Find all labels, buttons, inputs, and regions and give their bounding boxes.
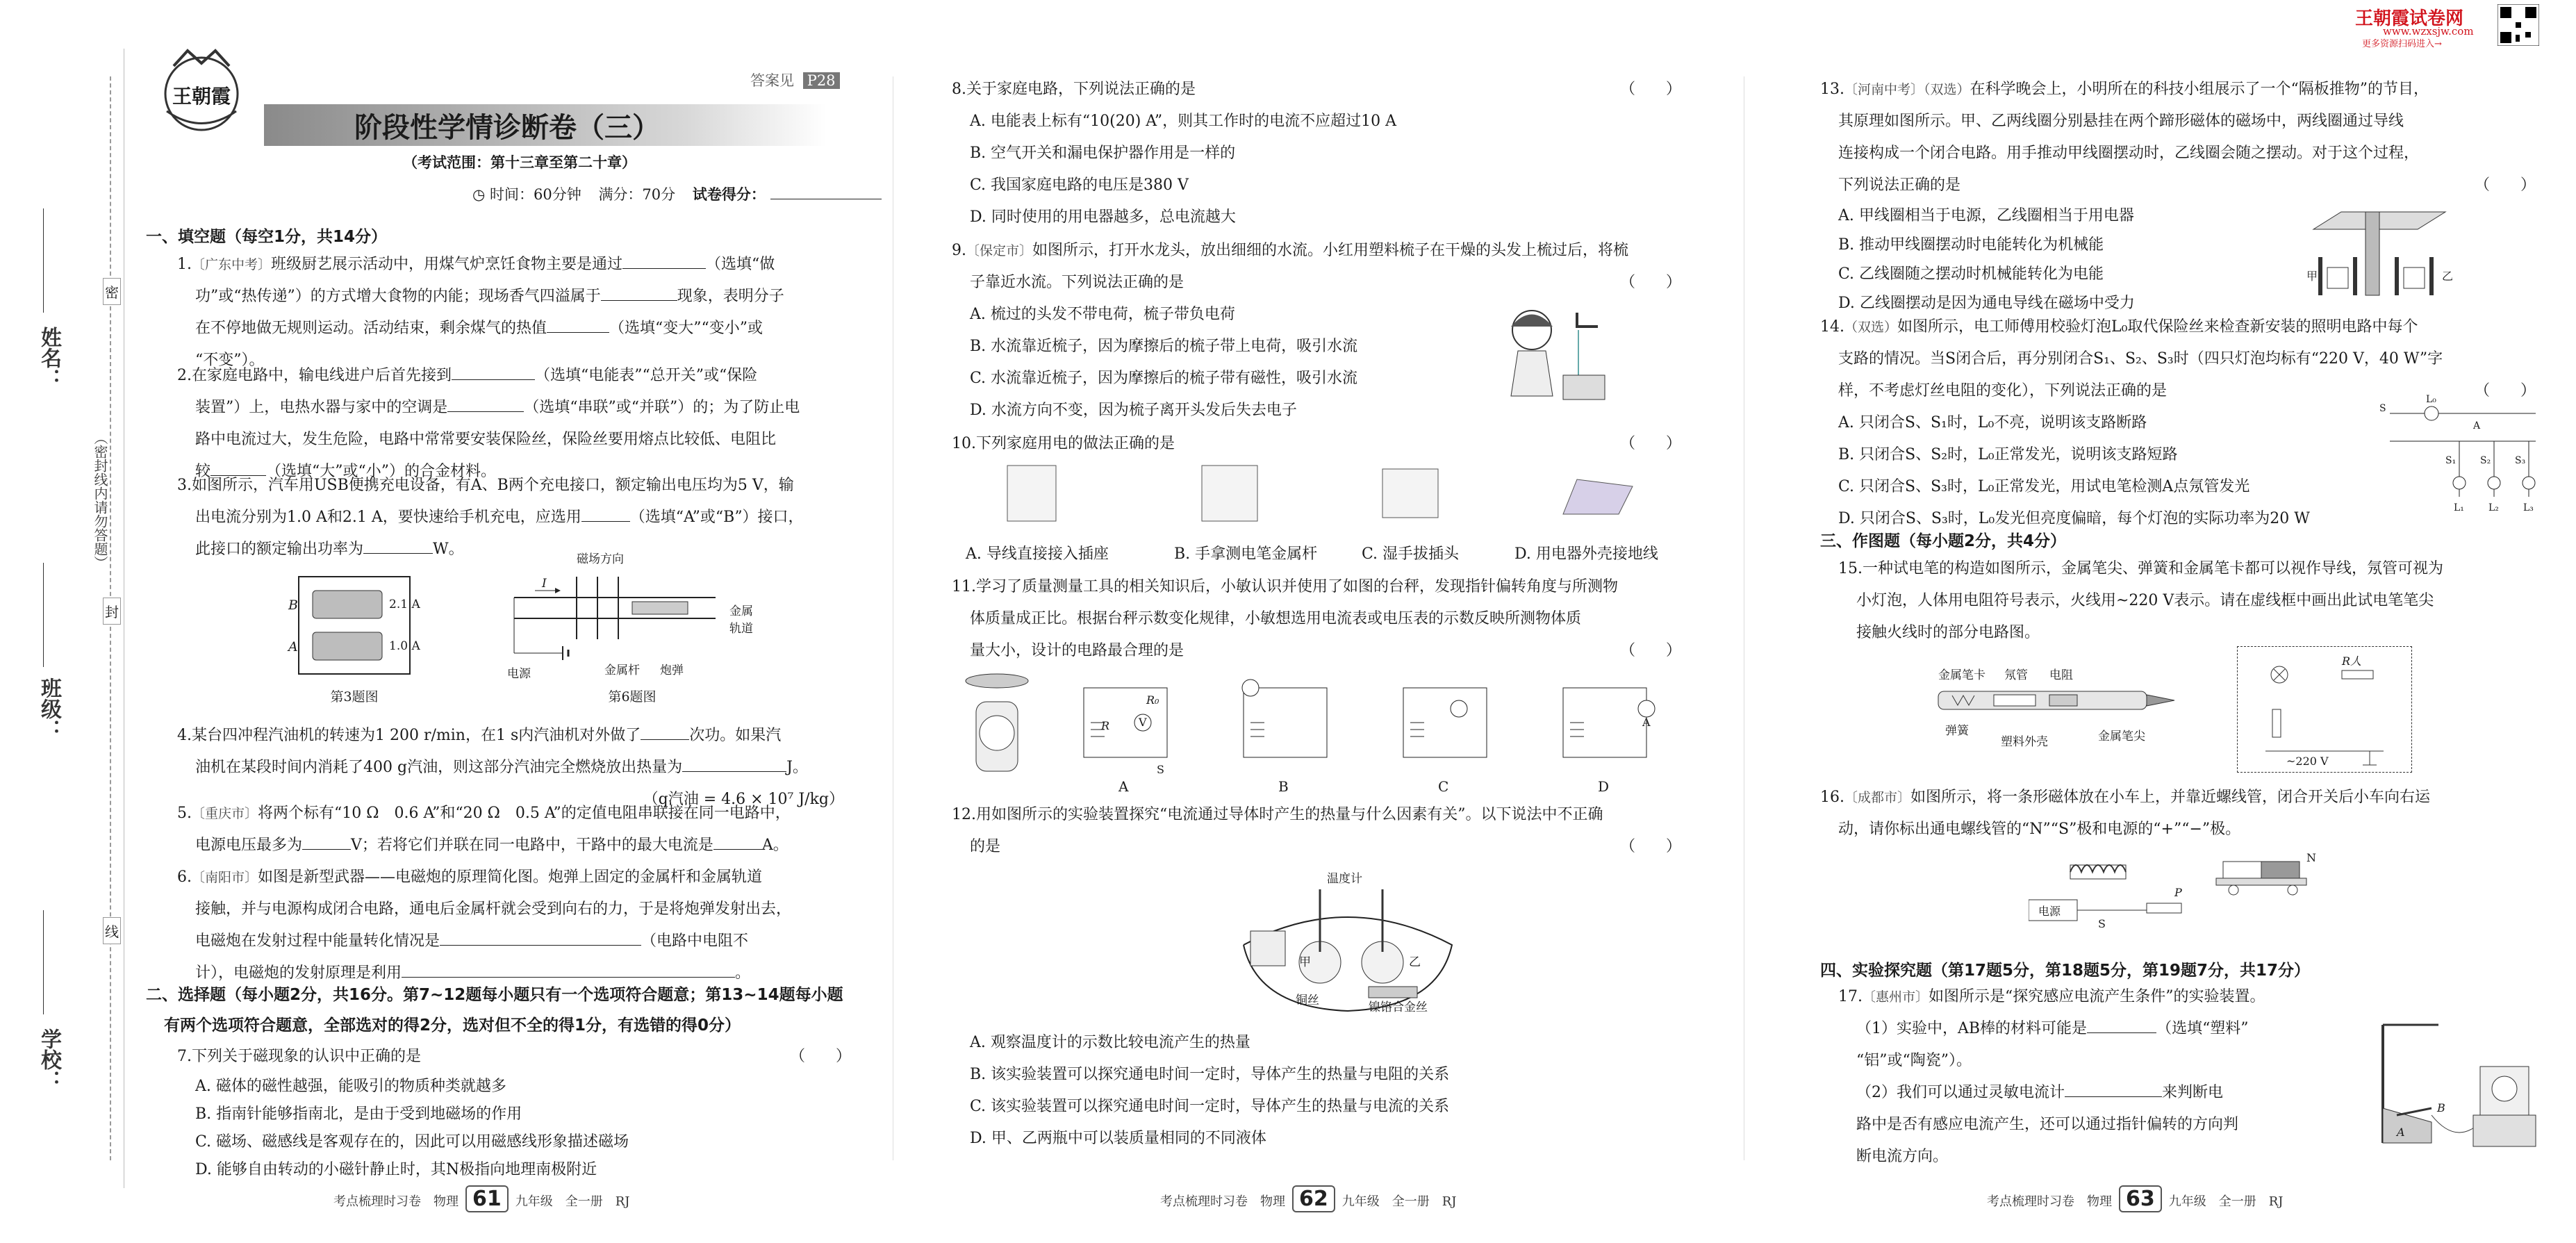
blank[interactable] [682, 755, 786, 772]
figure-3-caption: 第3题图 [330, 689, 379, 705]
seal-char-1: 密 [103, 278, 121, 305]
figure-10-options: A. 导线直接接入插座 B. 手拿测电笔金属杆 C. 湿手拔插头 D. 用电器外壳接地线 [966, 459, 1695, 570]
exam-full: 满分：70分 [598, 186, 676, 203]
site-name: 王朝霞试卷网 [2355, 8, 2464, 29]
blank[interactable] [2065, 1080, 2162, 1097]
footer-62: 考点梳理时习卷 物理 62 九年级 全一册 RJ [1160, 1187, 1457, 1211]
exam-time: 时间：60分钟 [490, 186, 581, 203]
figure-15-answer-box[interactable]: R人 ~220 V [2237, 646, 2412, 773]
blank[interactable] [363, 536, 433, 554]
answer-paren[interactable]: （ ） [2474, 382, 2536, 400]
question-10: 10.下列家庭用电的做法正确的是 （ ） [952, 428, 1695, 460]
logo [153, 38, 257, 135]
school-underline[interactable] [43, 910, 44, 1014]
question-1: 1.〔广东中考〕班级厨艺展示活动中，用煤气炉烹饪食物主要是通过 （选填“做 功”或“热传递”）的方式增大食物的内能；现场香气四溢属于 现象，表明分子 在不停地做无规则运动。活动结束，剩余煤气的热值 （选填“变大”“变小”或 “不变”）。 [177, 249, 858, 377]
blank[interactable] [547, 315, 609, 333]
logo-text: 王朝霞 [172, 85, 231, 108]
answer-paren[interactable]: （ ） [1619, 274, 1681, 291]
exam-meta [472, 182, 882, 204]
question-13: 13.〔河南中考〕（双选）在科学晚会上，小明所在的科技小组展示了一个“隔板推物”的节目， 其原理如图所示。甲、乙两线圈分别悬挂在两个蹄形磁体的磁场中，两线圈通过导线 连接构成一个闭合电路。用手推动甲线圈摆动时，乙线圈会随之摆动。对于这个过程， 下列说法正确的是 （ ） A. 甲线圈相当于电源，乙线圈相当于用电器 B. 推动甲线圈摆动时电能转化为机械能 C. 乙线圈随之摆动时机械能转化为电能 D. 乙线圈摆动是因为通电导线在磁场中受力 [1820, 81, 2536, 312]
figure-15-test-pen: 金属笔卡 氖管 电阻 弹簧 塑料外壳 金属笔尖 [1924, 657, 2188, 747]
footer-63: 考点梳理时习卷 物理 63 九年级 全一册 RJ [1987, 1187, 2284, 1211]
page-62 [952, 0, 1709, 1243]
blank[interactable] [581, 504, 630, 522]
circuit-d [1563, 688, 1655, 757]
question-2: 2.在家庭电路中，输电线进户后首先接到 （选填“电能表”“总开关”或“保险 装置”）上，电热水器与家中的空调是 （选填“串联”或“并联”）的；为了防止电 路中电流过大，发生危险，电路中常常要安装保险丝，保险丝要用熔点比较低、电阻比 较 （选填“大”或“小”）的合金材料。 [177, 360, 858, 488]
question-6: 6.〔南阳市〕如图是新型武器——电磁炮的原理简化图。炮弹上固定的金属杆和金属轨道 接触，并与电源构成闭合电路，通电后金属杆就会受到向右的力，于是将炮弹发射出去， 电磁炮在发射过程中能量转化情况是 （电路中电阻不 计），电磁炮的发射原理是利用 。 [177, 869, 792, 982]
qr-code-icon[interactable] [2497, 4, 2539, 46]
question-4: 4.某台四冲程汽油机的转速为1 200 r/min，在1 s内汽油机对外做了 次功。如果汽 油机在某段时间内消耗了400 g汽油，则这部分汽油完全燃烧放出热量为 J。 （q汽油 = 4.6 × 10⁷ J/kg） [177, 720, 858, 816]
page-number: 63 [2119, 1185, 2162, 1212]
figure-9-girl-faucet [1494, 299, 1612, 403]
question-3: 3.如图所示，汽车用USB便携充电设备，有A、B两个充电接口，额定输出电压均为5 V，输 出电流分别为1.0 A和2.1 A，要快速给手机充电，应选用 （选填“A”或“B”）接口， 此接口的额定输出功率为 W。 [177, 477, 804, 558]
blank[interactable] [447, 395, 524, 412]
figure-12-bottles: 温度计 甲 乙 铜丝 镍铬合金丝 [1230, 862, 1466, 1014]
blank[interactable] [2087, 1016, 2156, 1033]
page-number: 62 [1292, 1185, 1335, 1212]
answer-ref-label: 答案见 [750, 72, 794, 89]
figure-6: 磁场方向 I 金属 轨道 金属杆 炮弹 电源 第6题图 [507, 552, 753, 705]
figure-16-solenoid: 电源 S P N [2029, 851, 2348, 941]
site-url[interactable]: www.wzxsjw.com [2383, 25, 2474, 38]
exam-scope: （考试范围：第十三章至第二十章） [403, 154, 636, 171]
page-number: 61 [465, 1185, 509, 1212]
answer-paren[interactable]: （ ） [1619, 838, 1681, 855]
answer-paren[interactable]: （ ） [1619, 435, 1681, 452]
bind-note: （密封线内请勿答题） [92, 431, 108, 570]
question-16: 16.〔成都市〕如图所示，将一条形磁体放在小车上，并靠近螺线管，闭合开关后小车向右运 动，请你标出通电螺线管的“N”“S”极和电源的“+”“−”极。 [1820, 789, 2431, 838]
score-input[interactable] [770, 182, 882, 199]
question-9: 9.〔保定市〕如图所示，打开水龙头，放出细细的水流。小红用塑料梳子在干燥的头发上梳过后，将梳 子靠近水流。下列说法正确的是 （ ） A. 梳过的头发不带电荷，梳子带负电荷 B. 水流靠近梳子，因为摩擦后的梳子带上电荷，吸引水流 C. 水流靠近梳子，因为摩擦后的梳子带有磁性，吸引水流 D. 水流方向不变，因为梳子离开头发后失去电子 [952, 242, 1681, 419]
site-slogan: 更多资源扫码进入→ [2362, 39, 2442, 49]
circuit-c [1403, 688, 1487, 757]
question-8: 8.关于家庭电路，下列说法正确的是 （ ） A. 电能表上标有“10(20) A”，则其工作时的电流不应超过10 A B. 空气开关和漏电保护器作用是一样的 C. 我国家庭电路的电压是380 V D. 同时使用的用电器越多，总电流越大 [952, 74, 1695, 233]
figure-17-apparatus: A B [2355, 1011, 2550, 1157]
blank[interactable] [713, 832, 762, 850]
blank[interactable] [302, 832, 351, 850]
answer-ref-page: P28 [803, 72, 840, 89]
section-4-title: 四、实验探究题（第17题5分，第18题5分，第19题7分，共17分） [1820, 962, 2311, 980]
question-7: 7.下列关于磁现象的认识中正确的是 （ ） A. 磁体的磁性越强，能吸引的物质种类就越多 B. 指南针能够指南北，是由于受到地磁场的作用 C. 磁场、磁感线是客观存在的，因此可以用磁感线形象描述磁场 D. 能够自由转动的小磁针静止时，其N极指向地理南极附近 [177, 1041, 865, 1184]
blank[interactable] [452, 363, 535, 380]
school-label: 学校： [37, 1028, 61, 1091]
answer-paren[interactable]: （ ） [1619, 642, 1681, 659]
class-underline[interactable] [43, 563, 44, 667]
footer-61: 考点梳理时习卷 物理 61 九年级 全一册 RJ [333, 1187, 630, 1211]
figure-14-circuit: S L₀ A S₁ S₂ S₃ L₁ L₂ L₃ [2376, 393, 2550, 518]
seal-char-2: 封 [103, 598, 121, 625]
section-1-title: 一、填空题（每空1分，共14分） [146, 228, 388, 246]
section-2-title: 二、选择题（每小题2分，共16分。第7~12题每小题只有一个选项符合题意；第13~14题每小题 有两个选项符合题意，全部选对的得2分，选对但不全的得1分，有选错的得0分） [146, 986, 843, 1035]
page-title: 阶段性学情诊断卷（三） [354, 112, 660, 144]
class-label: 班级： [37, 677, 61, 740]
question-12: 12.用如图所示的实验装置探究“电流通过导体时产生的热量与什么因素有关”。以下说法中不正确 的是 （ ） [952, 799, 1695, 863]
blank[interactable] [641, 723, 689, 740]
question-17: 17.〔惠州市〕如图所示是“探究感应电流产生条件”的实验装置。 （1）实验中，AB棒的材料可能是 （选填“塑料” “铝”或“陶瓷”）。 （2）我们可以通过灵敏电流计 来判断电 路中是否有感应电流产生，还可以通过指针偏转的方向判 断电流方向。 [1838, 988, 2265, 1165]
figure-6-caption: 第6题图 [608, 689, 657, 705]
blank[interactable] [402, 960, 735, 978]
figure-11-scale-circuits: R₀ R V S A A B C D [959, 667, 1695, 796]
score-label: 试卷得分： [692, 186, 766, 203]
page-63 [1820, 0, 2557, 1243]
question-11: 11.学习了质量测量工具的相关知识后，小敏认识并使用了如图的台秤，发现指针偏转角度与所测物 体质量成正比。根据台秤示数变化规律，小敏想选用电流表或电压表的示数反映所测物体质 量大小，设计的电路最合理的是 （ ） [952, 571, 1695, 667]
page-61 [146, 0, 875, 1243]
clock-icon: ◷ [472, 186, 486, 203]
site-brand [2355, 4, 2550, 49]
question-5: 5.〔重庆市〕将两个标有“10 Ω 0.6 A”和“20 Ω 0.5 A”的定值电阻串联接在同一电路中， 电源电压最多为 V；若将它们并联在同一电路中，干路中的最大电流是 A。 [177, 805, 791, 854]
figure-13-coils: 甲 乙 [2300, 201, 2459, 306]
seal-char-3: 线 [103, 917, 121, 944]
binding-margin [0, 0, 139, 1243]
circuit-b [1242, 680, 1327, 757]
question-15: 15.一种试电笔的构造如图所示，金属笔尖、弹簧和金属笔卡都可以视作导线，氖管可视为 小灯泡，人体用电阻符号表示，火线用~220 V表示。请在虚线框中画出此试电笔笔尖 接触火线时的部分电路图。 [1838, 560, 2444, 641]
section-3-title: 三、作图题（每小题2分，共4分） [1820, 532, 2067, 550]
answer-paren[interactable]: （ ） [1619, 81, 1681, 98]
blank[interactable] [601, 283, 677, 301]
answer-ref [750, 69, 840, 90]
name-underline[interactable] [43, 208, 44, 313]
blank[interactable] [622, 252, 706, 269]
question-12-options: A. 观察温度计的示数比较电流产生的热量 B. 该实验装置可以探究通电时间一定时，导体产生的热量与电阻的关系 C. 该实验装置可以探究通电时间一定时，导体产生的热量与电流的关系 D. 甲、乙两瓶中可以装质量相同的不同液体 [970, 1034, 1450, 1147]
answer-paren[interactable]: （ ） [2474, 176, 2536, 194]
figure-3: B A 2.1 A 1.0 A 第3题图 [285, 570, 424, 702]
name-label: 姓名： [37, 327, 61, 389]
answer-paren[interactable]: （ ） [789, 1048, 851, 1065]
question-14: 14.（双选）如图所示，电工师傅用校验灯泡L₀取代保险丝来检查新安装的照明电路中每个 支路的情况。当S闭合后，再分别闭合S₁、S₂、S₃时（四只灯泡均标有“220 V，40 W”字 样，不考虑灯丝电阻的变化），下列说法正确的是 （ ） A. 只闭合S、S₁时，L₀不亮，说明该支路断路 B. 只闭合S、S₂时，L₀正常发光，说明该支路短路 C. 只闭合S、S₃时，L₀正常发光，用试电笔检测A点氖管发光 D. 只闭合S、S₃时，L₀发光但亮度偏暗，每个灯泡的实际功率为20 W [1820, 318, 2536, 527]
blank[interactable] [440, 928, 641, 946]
